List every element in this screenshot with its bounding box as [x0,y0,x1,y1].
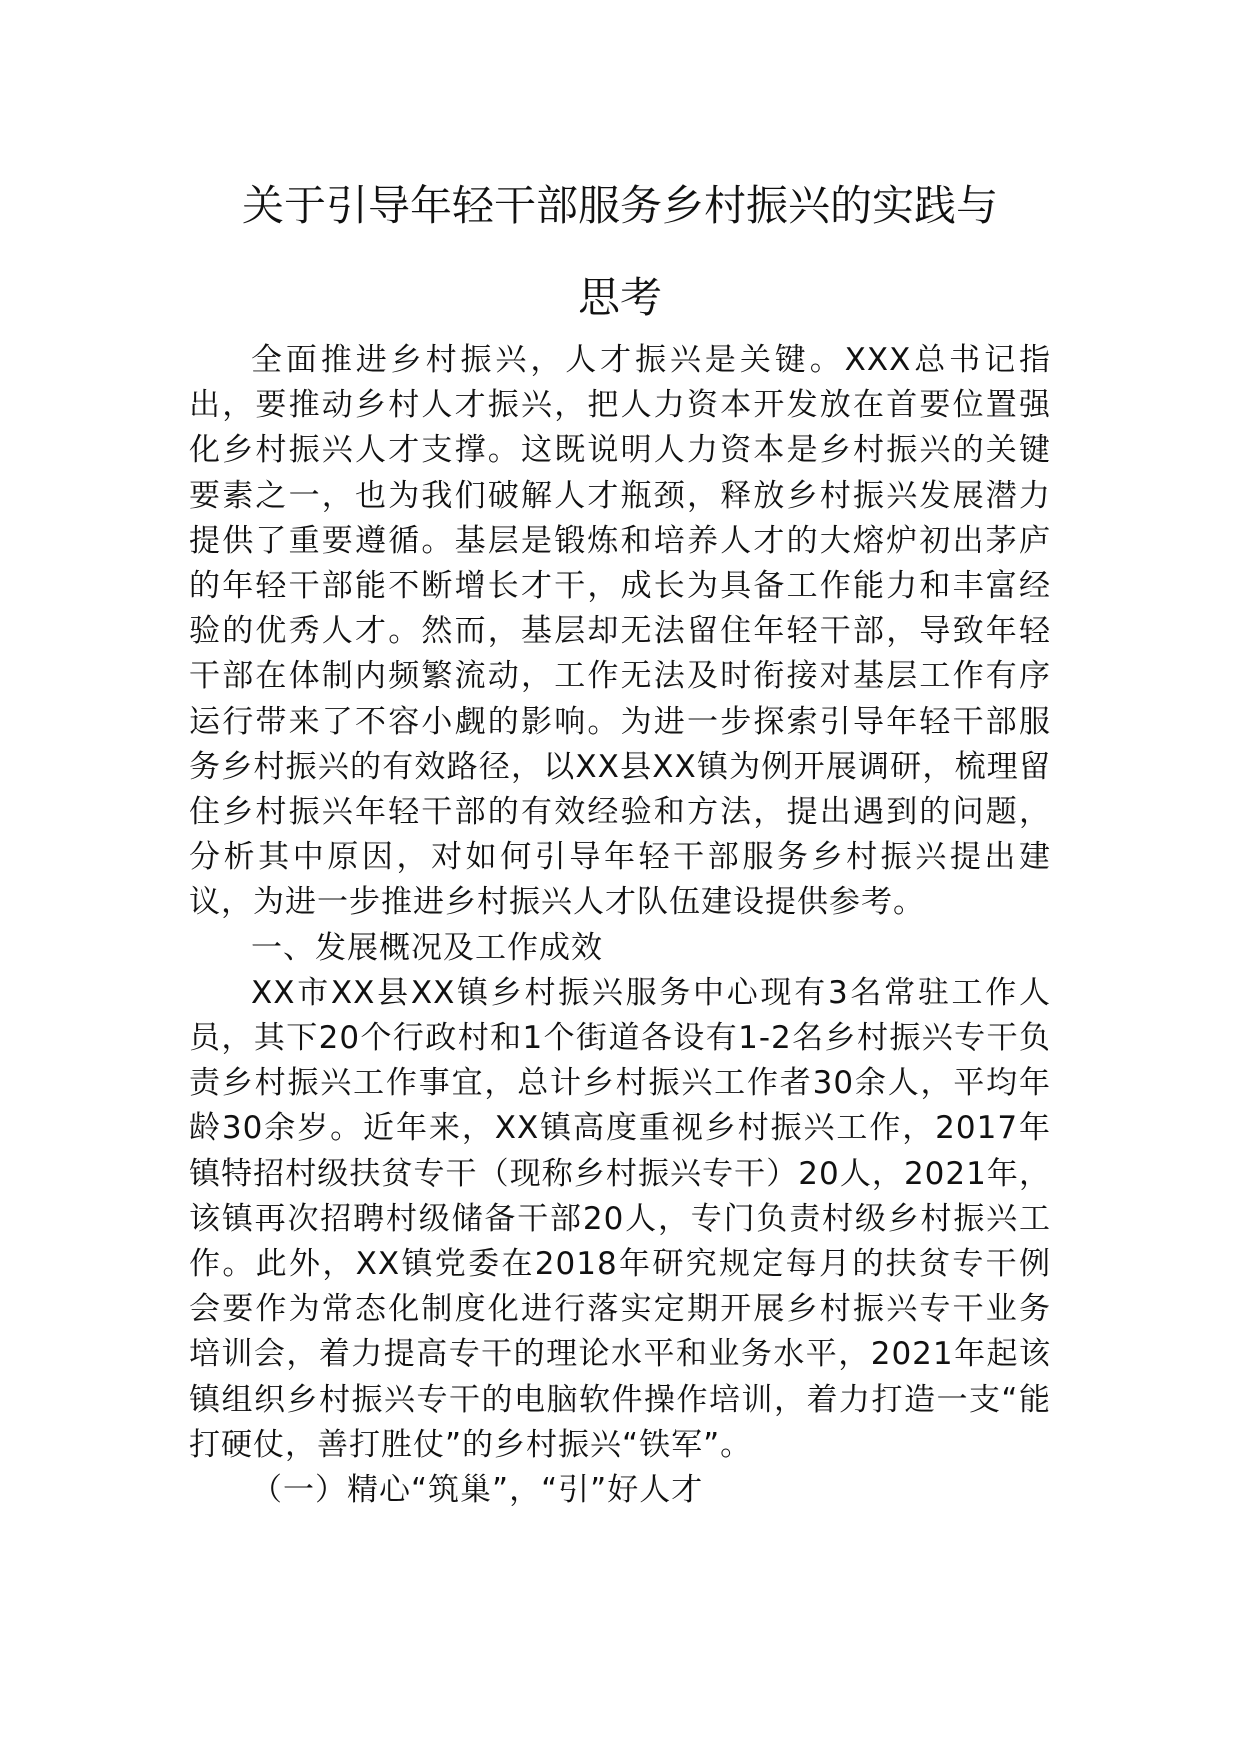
subsection-heading-1: （一）精心“筑巢”，“引”好人才 [251,1472,704,1509]
title-line-1: 关于引导年轻干部服务乡村振兴的实践与 [241,181,998,230]
document-title [150,160,1090,344]
overview-paragraph: XX市XX县XX镇乡村振兴服务中心现有3名常驻工作人员，其下20个行政村和1个街道各设有1-2名乡村振兴专干负责乡村振兴工作事宜，总计乡村振兴工作者30余人，平均年龄30余岁。近年来，XX镇高度重视乡村振兴工作，2017年镇特招村级扶贫专干（现称乡村振兴专干）20人，2021年，该镇再次招聘村级储备干部20人，专门负责村级乡村振兴工作。此外，XX镇党委在2018年研究规定每月的扶贫专干例会要作为常态化制度化进行落实定期开展乡村振兴专干业务培训会，着力提高专干的理论水平和业务水平，2021年起该镇组织乡村振兴专干的电脑软件操作培训，着力打造一支“能打硬仗，善打胜仗”的乡村振兴“铁军”。 [189,974,1051,1463]
document-body [189,338,1051,1513]
section-heading-1: 一、发展概况及工作成效 [251,929,603,966]
intro-paragraph: 全面推进乡村振兴，人才振兴是关键。XXX总书记指出，要推动乡村人才振兴，把人力资本开发放在首要位置强化乡村振兴人才支撑。这既说明人力资本是乡村振兴的关键要素之一，也为我们破解人才瓶颈，释放乡村振兴发展潜力提供了重要遵循。基层是锻炼和培养人才的大熔炉初出茅庐的年轻干部能不断增长才干，成长为具备工作能力和丰富经验的优秀人才。然而，基层却无法留住年轻干部，导致年轻干部在体制内频繁流动，工作无法及时衔接对基层工作有序运行带来了不容小觑的影响。为进一步探索引导年轻干部服务乡村振兴的有效路径，以XX县XX镇为例开展调研，梳理留住乡村振兴年轻干部的有效经验和方法，提出遇到的问题，分析其中原因，对如何引导年轻干部服务乡村振兴提出建议，为进一步推进乡村振兴人才队伍建设提供参考。 [189,342,1051,921]
title-line-2: 思考 [577,273,662,322]
